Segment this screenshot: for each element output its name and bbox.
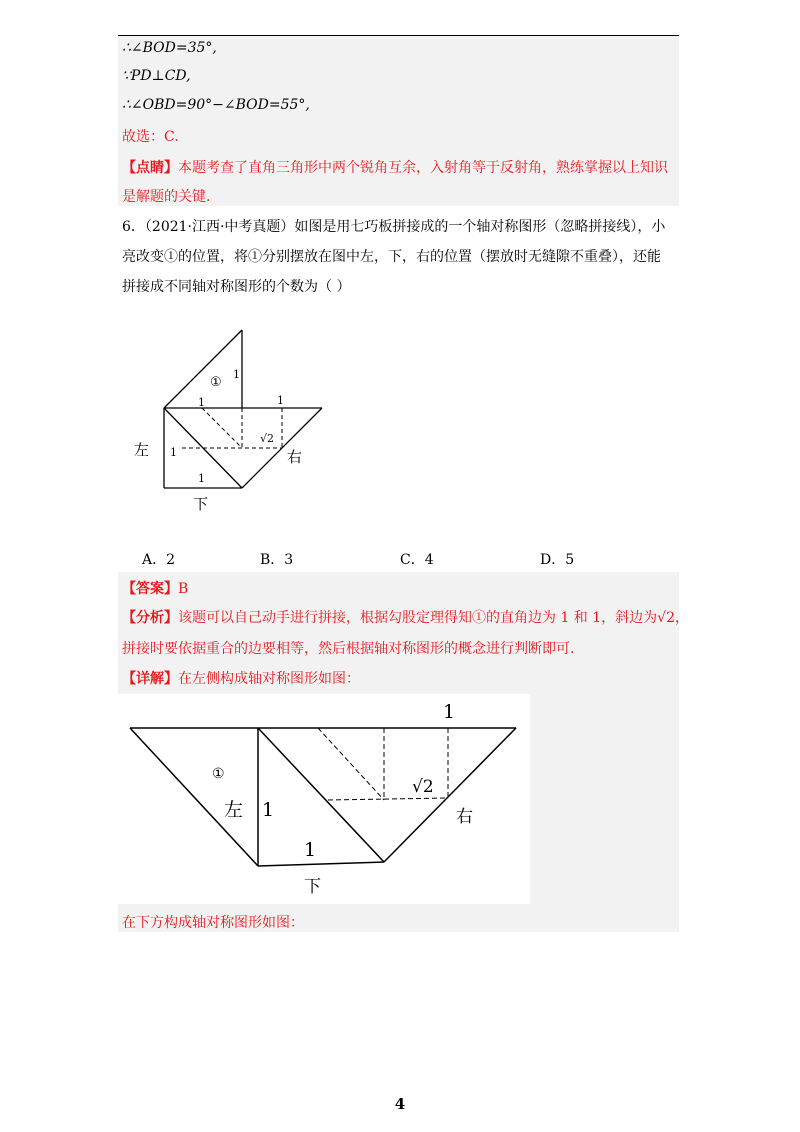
comment-line-1 xyxy=(122,157,668,177)
fig1-left-label: 左 xyxy=(134,441,150,459)
fig2-label-1a: 1 xyxy=(262,799,275,821)
question-line-2: 亮改变①的位置，将①分别摆放在图中左，下，右的位置（摆放时无缝隙不重叠），还能 xyxy=(122,249,661,265)
after-text: 在下方构成轴对称图形如图： xyxy=(122,915,304,931)
fig1-label-1b: 1 xyxy=(198,396,205,409)
detail-line xyxy=(122,668,360,688)
answer-tag: 【答案】 xyxy=(122,581,178,597)
page-number: 4 xyxy=(394,1095,406,1113)
question-line-1: 6．（2021·江西·中考真题）如图是用七巧板拼接成的一个轴对称图形（忽略拼接线），小 xyxy=(122,219,666,235)
fig2-right-label: 右 xyxy=(456,807,473,827)
analysis-tag: 【分析】 xyxy=(122,610,178,626)
comment-tag: 【点睛】 xyxy=(122,160,178,176)
option-c: C．4 xyxy=(400,552,434,568)
answer-value: B xyxy=(178,581,189,597)
detail-text: 在左侧构成轴对称图形如图： xyxy=(178,671,360,687)
solution-line-1: ∴∠BOD=35°, xyxy=(122,40,217,56)
fig1-label-1e: 1 xyxy=(198,472,205,485)
fig1-right-label: 右 xyxy=(287,448,303,466)
fig2-label-1b: 1 xyxy=(304,839,317,861)
fig1-bottom-label: 下 xyxy=(193,495,209,513)
fig1-sqrt2: √2 xyxy=(260,432,275,445)
solution-line-3: ∴∠OBD=90°−∠BOD=55°, xyxy=(122,97,310,113)
solution-choice: 故选：C. xyxy=(122,129,179,145)
fig2-left-label: 左 xyxy=(224,799,244,821)
option-a: A．2 xyxy=(142,552,176,568)
fig2-sqrt2: √2 xyxy=(412,777,434,797)
fig2-circle-1: ① xyxy=(212,766,225,782)
option-d: D．5 xyxy=(540,552,575,568)
question-line-3: 拼接成不同轴对称图形的个数为（ ） xyxy=(122,279,351,295)
left-arrangement-figure xyxy=(118,694,530,904)
detail-tag: 【详解】 xyxy=(122,671,178,687)
fig2-label-1top: 1 xyxy=(443,701,456,723)
option-b: B．3 xyxy=(260,552,294,568)
fig1-label-1d: 1 xyxy=(170,446,177,459)
top-rule xyxy=(118,35,679,36)
analysis-line-2: 拼接时要依据重合的边要相等，然后根据轴对称图形的概念进行判断即可. xyxy=(122,641,575,657)
fig2-bottom-label: 下 xyxy=(304,877,321,897)
fig1-circle-1: ① xyxy=(210,375,222,390)
fig1-label-1a: 1 xyxy=(233,368,240,381)
comment-line-2: 是解题的关键. xyxy=(122,189,211,205)
solution-line-2: ∵PD⊥CD, xyxy=(122,68,191,84)
comment-text-1: 本题考查了直角三角形中两个锐角互余，入射角等于反射角，熟练掌握以上知识 xyxy=(178,160,668,176)
answer-line xyxy=(122,578,188,598)
analysis-line-1 xyxy=(122,607,689,627)
prev-solution-block xyxy=(118,36,679,206)
tangram-figure xyxy=(122,322,342,522)
fig1-label-1c: 1 xyxy=(277,394,284,407)
analysis-text-1: 该题可以自己动手进行拼接，根据勾股定理得知①的直角边为 1 和 1，斜边为√2， xyxy=(178,610,689,626)
